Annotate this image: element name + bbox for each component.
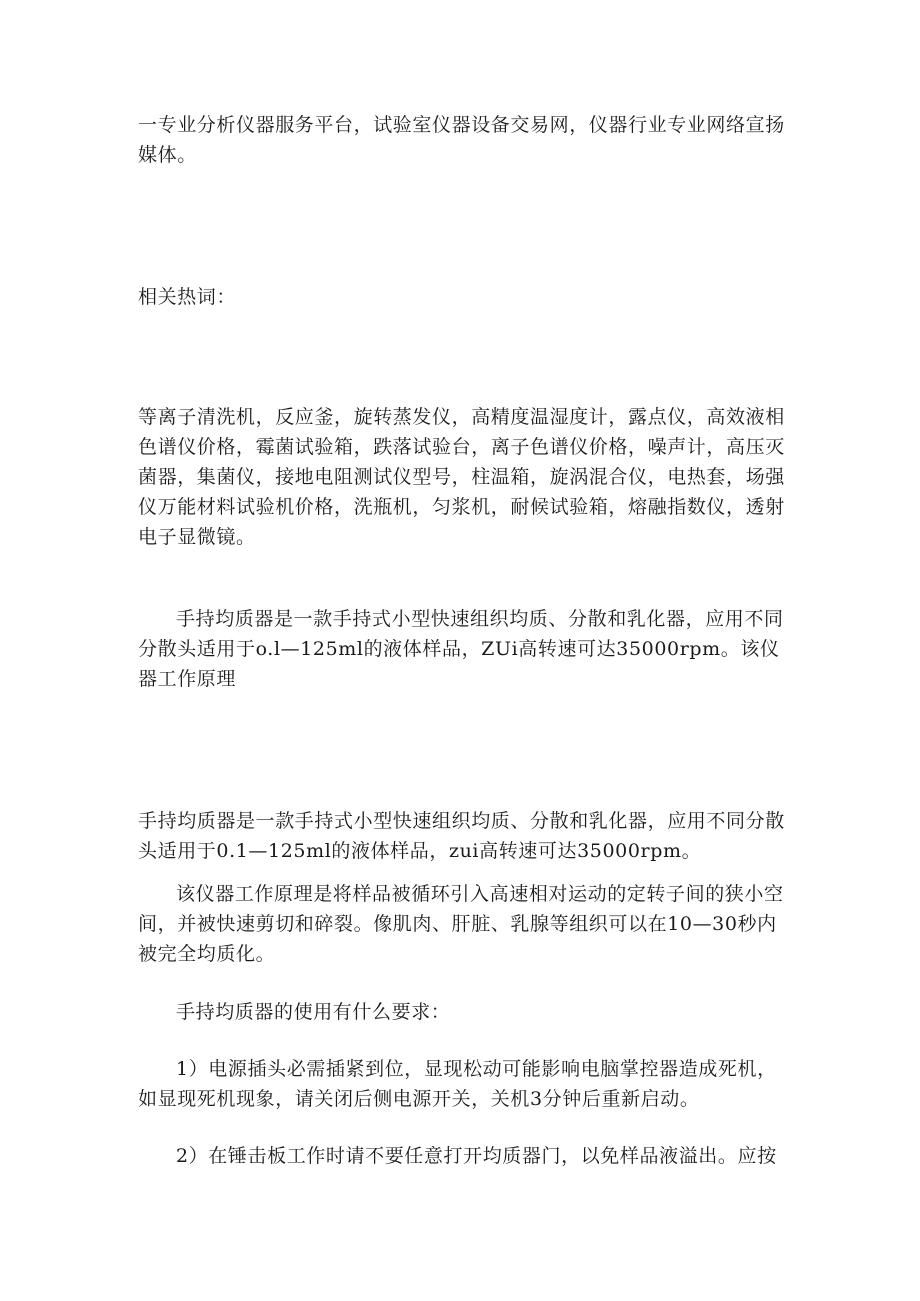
related-heading: 相关热词： — [138, 286, 237, 308]
body-paragraph-1: 手持均质器是一款手持式小型快速组织均质、分散和乳化器，应用不同分散头适用于0.1—125ml的液体样品，zui高转速可达35000rpm。 — [138, 810, 785, 862]
requirement-item-1: 1）电源插头必需插紧到位，显现松动可能影响电脑掌控器造成死机，如显现死机现象，请关闭后侧电源开关，关机3分钟后重新启动。 — [138, 1058, 777, 1110]
summary-paragraph: 手持均质器是一款手持式小型快速组织均质、分散和乳化器，应用不同分散头适用于o.l—125ml的液体样品，ZUi高转速可达35000rpm。该仪器工作原理 — [138, 608, 784, 690]
usage-heading: 手持均质器的使用有什么要求： — [176, 1001, 451, 1023]
requirement-item-2: 2）在锤击板工作时请不要任意打开均质器门，以免样品液溢出。应按 — [176, 1145, 777, 1167]
body-paragraph-2: 该仪器工作原理是将样品被循环引入高速相对运动的定转子间的狭小空间，并被快速剪切和碎裂。像肌肉、肝脏、乳腺等组织可以在10—30秒内被完全均质化。 — [138, 883, 784, 965]
related-terms-paragraph: 等离子清洗机，反应釜，旋转蒸发仪，高精度温湿度计，露点仪，高效液相色谱仪价格，霉菌试验箱，跌落试验台，离子色谱仪价格，噪声计，高压灭菌器，集菌仪，接地电阻测试仪型号，柱温箱，旋涡混合仪，电热套，场强仪万能材料试验机价格，洗瓶机，匀浆机，耐候试验箱，熔融指数仪，透射电子显微镜。 — [138, 406, 785, 548]
intro-paragraph: 一专业分析仪器服务平台，试验室仪器设备交易网，仪器行业专业网络宣扬媒体。 — [138, 114, 785, 166]
